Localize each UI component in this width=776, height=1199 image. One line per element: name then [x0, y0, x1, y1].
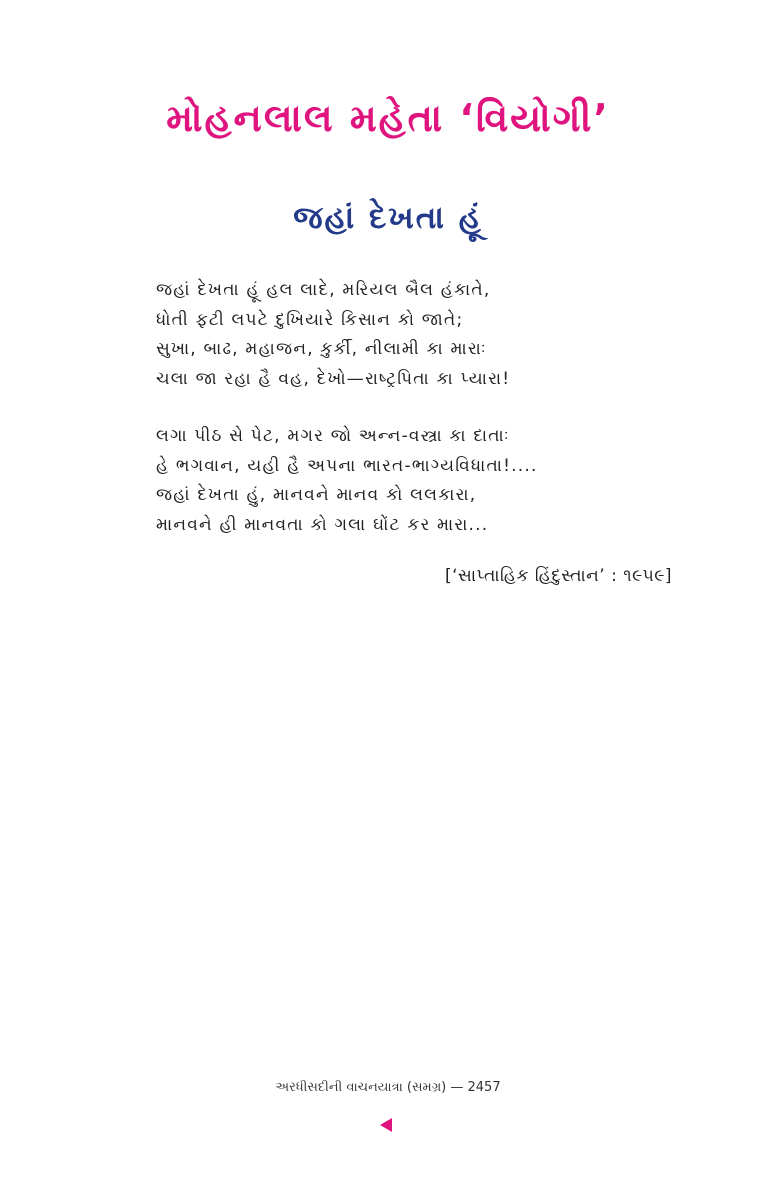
- source-citation: [‘સાપ્તાહિક હિંદુસ્તાન’ : ૧૯૫૯]: [445, 566, 672, 586]
- poem-line: માનવને હી માનવતા કો ગલા ઘોંટ કર મારા...: [156, 514, 489, 535]
- poem-line: જહાં દેખતા હૂં હલ લાદે, મરિયલ બૈલ હંકાતે,: [156, 280, 491, 300]
- left-triangle-icon[interactable]: [380, 1118, 392, 1132]
- stanza-2: [156, 422, 696, 540]
- poem-line: ચલા જા રહા હૈ વહ, દેખો—રાષ્ટ્રપિતા કા પ્યારા!: [156, 368, 511, 389]
- author-heading: મોહનલાલ મહેતા ‘વિયોગી’: [166, 96, 610, 140]
- poem-line: સુખા, બાઢ, મહાજન, કુર્કી, નીલામી કા મારાઃ: [156, 339, 487, 359]
- page-footer: અરધીસદીની વાચનયાત્રા (સમગ્ર) — 2457: [275, 1080, 501, 1095]
- poem-line: ધોતી ફટી લપટે દુખિયારે કિસાન કો જાતે;: [156, 309, 464, 330]
- stanza-1: [156, 276, 696, 394]
- poem-line: લગા પીઠ સે પેટ, મગર જો અન્ન-વસ્ત્રા કા દાતાઃ: [156, 426, 510, 446]
- poem-line: હે ભગવાન, યહી હૈ અપના ભારત-ભાગ્યવિધાતા!....: [156, 455, 538, 476]
- poem-line: જહાં દેખતા હું, માનવને માનવ કો લલકારા,: [156, 485, 477, 505]
- poem-title: જહાં દેખતા હૂં: [293, 200, 483, 236]
